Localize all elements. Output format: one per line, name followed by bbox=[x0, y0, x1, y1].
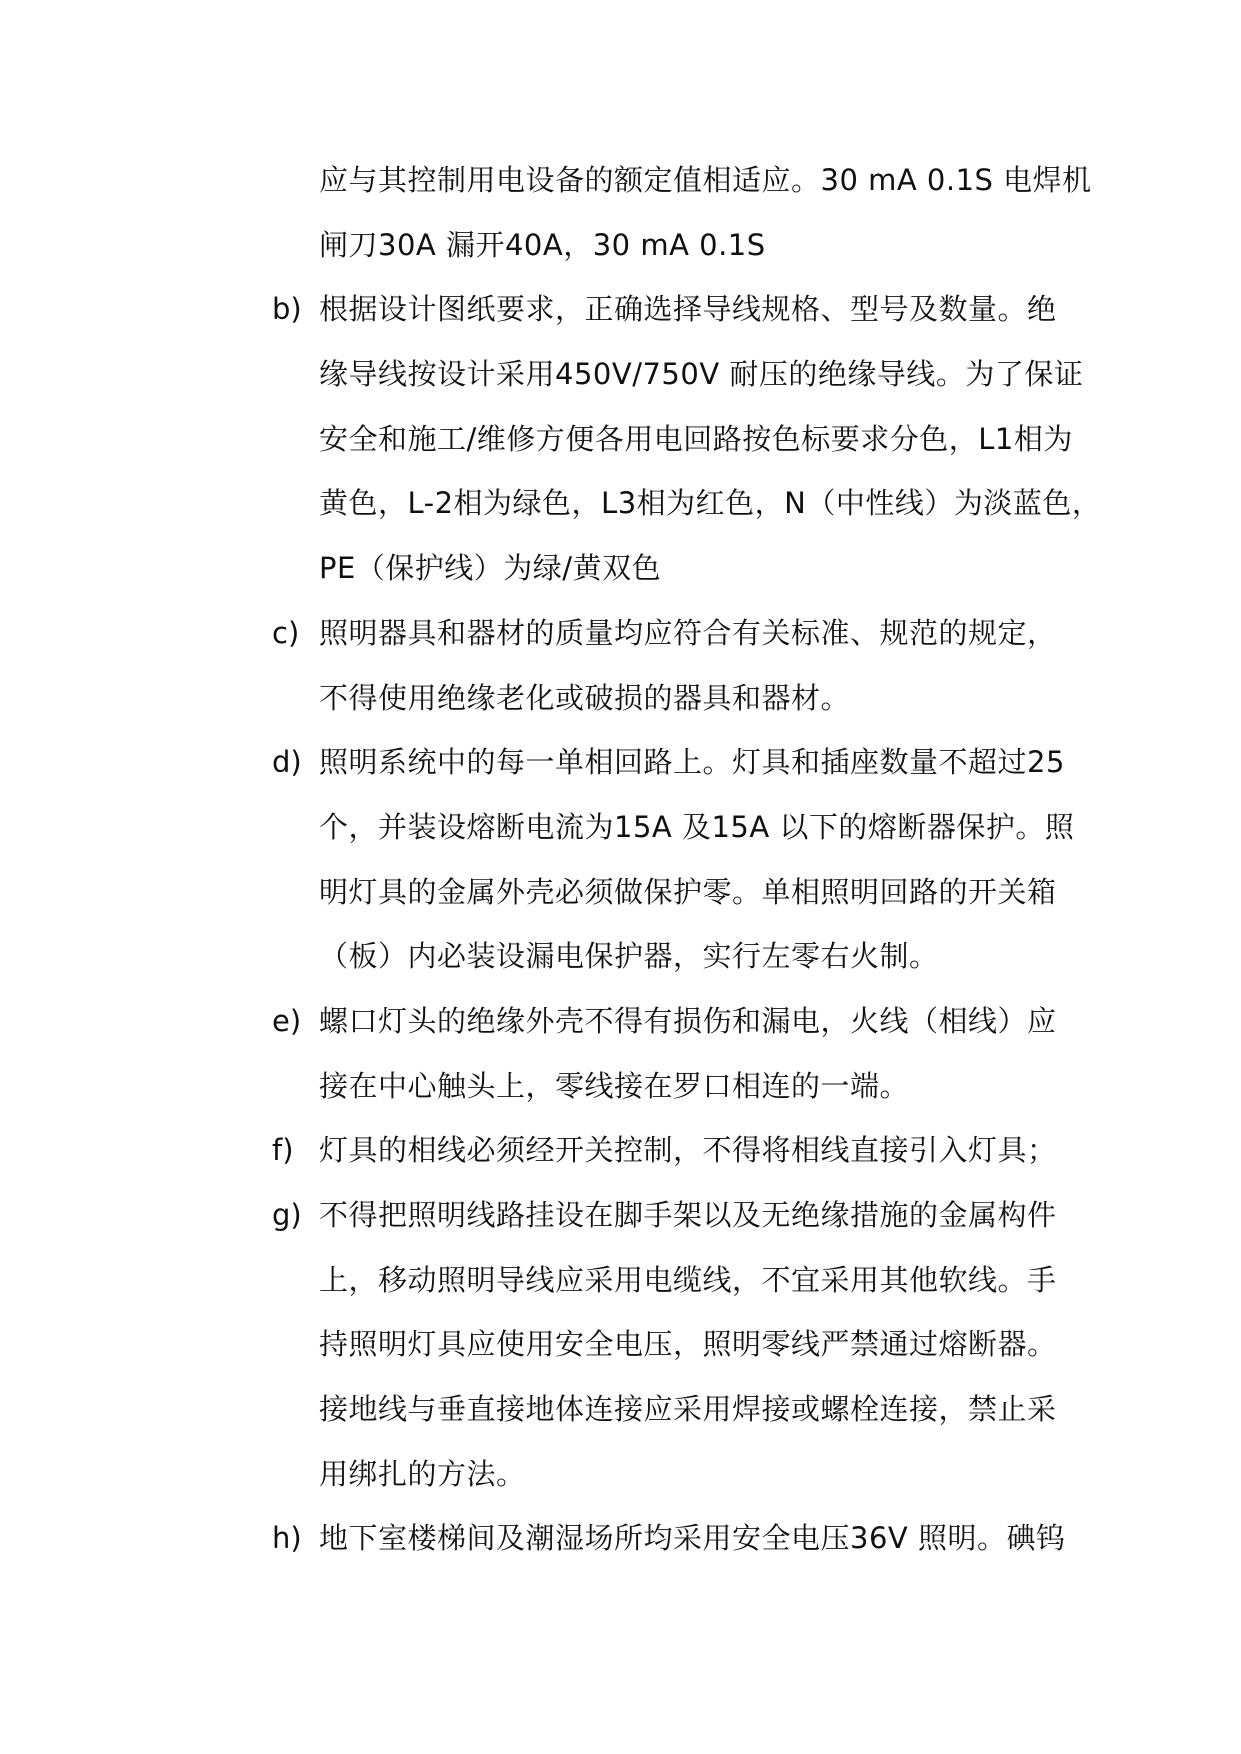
text-line: 安全和施工/维修方便各用电回路按色标要求分色，L1相为 bbox=[319, 421, 1073, 456]
text-line: 根据设计图纸要求，正确选择导线规格、型号及数量。绝 bbox=[319, 292, 1057, 327]
list-item-d bbox=[272, 730, 1075, 989]
text-line: （板）内必装设漏电保护器，实行左零右火制。 bbox=[319, 939, 939, 974]
text-line: 螺口灯头的绝缘外壳不得有损伤和漏电，火线（相线）应 bbox=[319, 1003, 1057, 1038]
list-item-f bbox=[272, 1118, 1062, 1183]
text-line: 明灯具的金属外壳必须做保护零。单相照明回路的开关箱 bbox=[319, 874, 1057, 909]
continuation-paragraph bbox=[272, 148, 1092, 277]
text-line: 不得把照明线路挂设在脚手架以及无绝缘措施的金属构件 bbox=[319, 1198, 1057, 1232]
list-marker: b) bbox=[272, 292, 302, 327]
text-line: 灯具的相线必须经开关控制，不得将相线直接引入灯具； bbox=[319, 1133, 1057, 1168]
text-line: 上，移动照明导线应采用电缆线，不宜采用其他软线。手 bbox=[319, 1262, 1057, 1297]
list-marker: e) bbox=[272, 1003, 302, 1038]
text-line: 不得使用绝缘老化或破损的器具和器材。 bbox=[319, 680, 851, 715]
text-line: 个，并装设熔断电流为15A 及15A 以下的熔断器保护。照 bbox=[319, 809, 1075, 844]
list-item-g bbox=[272, 1183, 1062, 1506]
list-marker: h) bbox=[272, 1521, 302, 1556]
list-item-h bbox=[272, 1506, 1066, 1571]
text-line: 照明器具和器材的质量均应符合有关标准、规范的规定， bbox=[319, 615, 1057, 650]
text-line: 照明系统中的每一单相回路上。灯具和插座数量不超过25 bbox=[319, 745, 1065, 780]
text-line: PE（保护线）为绿/黄双色 bbox=[319, 551, 662, 586]
text-line: 应与其控制用电设备的额定值相适应。30 mA 0.1S 电焊机 bbox=[319, 163, 1092, 197]
text-line: 用绑扎的方法。 bbox=[319, 1456, 526, 1491]
list-marker: f) bbox=[272, 1133, 294, 1168]
text-line: 黄色，L-2相为绿色，L3相为红色，N（中性线）为淡蓝色， bbox=[319, 486, 1102, 521]
list-marker: c) bbox=[272, 615, 300, 650]
text-line: 缘导线按设计采用450V/750V 耐压的绝缘导线。为了保证 bbox=[319, 357, 1084, 392]
text-line: 地下室楼梯间及潮湿场所均采用安全电压36V 照明。碘钨 bbox=[319, 1521, 1066, 1556]
list-item-c bbox=[272, 601, 1062, 730]
text-line: 接在中心触头上，零线接在罗口相连的一端。 bbox=[319, 1068, 910, 1103]
list-marker: d) bbox=[272, 745, 302, 780]
list-item-b bbox=[272, 277, 1102, 600]
text-line: 持照明灯具应使用安全电压，照明零线严禁通过熔断器。 bbox=[319, 1327, 1057, 1362]
list-marker: g) bbox=[272, 1198, 302, 1232]
text-line: 接地线与垂直接地体连接应采用焊接或螺栓连接，禁止采 bbox=[319, 1392, 1057, 1427]
document-body bbox=[272, 148, 1102, 1571]
list-item-e bbox=[272, 989, 1062, 1118]
text-line: 闸刀30A 漏开40A，30 mA 0.1S bbox=[319, 227, 766, 262]
